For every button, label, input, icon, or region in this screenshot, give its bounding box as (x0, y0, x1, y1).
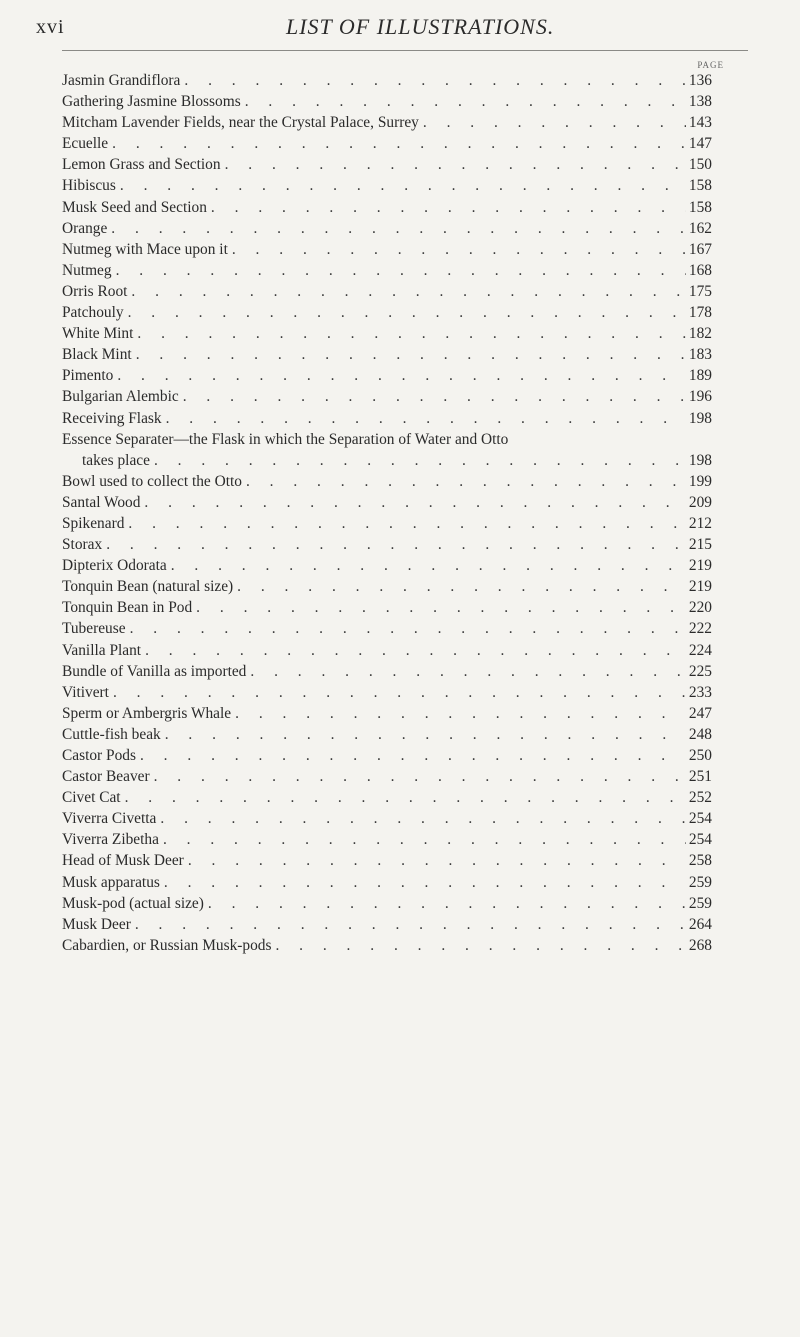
list-item (62, 494, 712, 515)
list-item (62, 536, 712, 557)
page-header (36, 10, 760, 50)
entry-page-number: 138 (688, 93, 712, 111)
entry-page-number: 254 (688, 810, 712, 828)
list-item (62, 620, 712, 641)
entry-page-number: 168 (688, 261, 712, 279)
dot-leader (112, 262, 686, 280)
entry-title: Castor Beaver (62, 768, 150, 786)
entry-title: Bowl used to collect the Otto (62, 472, 242, 490)
list-item (62, 283, 712, 304)
dot-leader (116, 177, 686, 195)
list-item (62, 367, 712, 388)
entry-title: Storax (62, 536, 103, 554)
entry-title: Orange (62, 219, 108, 237)
dot-leader (228, 241, 686, 259)
entry-page-number: 147 (688, 135, 712, 153)
header-rule (62, 50, 748, 51)
entry-title: Musk apparatus (62, 873, 160, 891)
list-item (62, 599, 712, 620)
entry-title: Pimento (62, 367, 114, 385)
list-item (62, 515, 712, 536)
entry-title: takes place (82, 451, 150, 469)
entry-title: Dipterix Odorata (62, 557, 167, 575)
entry-page-number: 215 (688, 536, 712, 554)
dot-leader (419, 114, 686, 132)
list-item (62, 177, 712, 198)
entry-title: Cuttle-fish beak (62, 725, 161, 743)
dot-leader (161, 726, 686, 744)
list-item (62, 684, 712, 705)
list-item (62, 557, 712, 578)
dot-leader (150, 452, 686, 470)
entry-title: Bundle of Vanilla as imported (62, 662, 247, 680)
entry-page-number: 198 (688, 451, 712, 469)
entry-page-number: 251 (688, 768, 712, 786)
list-item (62, 388, 712, 409)
list-item (62, 431, 712, 452)
dot-leader (126, 620, 686, 638)
entry-page-number: 219 (688, 578, 712, 596)
entry-title: Tonquin Bean (natural size) (62, 578, 234, 596)
list-item (62, 114, 712, 135)
entry-page-number: 248 (688, 725, 712, 743)
list-item (62, 135, 712, 156)
dot-leader (167, 557, 686, 575)
entry-title: Viverra Civetta (62, 810, 157, 828)
illustrations-list (62, 72, 712, 958)
dot-leader (140, 494, 686, 512)
dot-leader (184, 852, 686, 870)
list-item (62, 452, 712, 473)
dot-leader (113, 367, 686, 385)
list-item (62, 304, 712, 325)
entry-page-number: 233 (688, 683, 712, 701)
entry-title: Castor Pods (62, 747, 136, 764)
dot-leader (156, 810, 686, 828)
list-item (62, 874, 712, 895)
list-item (62, 726, 712, 747)
entry-title: Receiving Flask (62, 409, 162, 427)
list-item (62, 831, 712, 852)
entry-page-number: 198 (688, 409, 712, 427)
entry-page-number: 182 (688, 325, 712, 343)
entry-title: Lemon Grass and Section (62, 156, 221, 174)
entry-title: Mitcham Lavender Fields, near the Crystal Palace, Surrey (62, 114, 419, 132)
list-item (62, 810, 712, 831)
dot-leader (150, 768, 686, 786)
entry-page-number: 158 (688, 177, 712, 195)
entry-page-number: 178 (688, 304, 712, 322)
list-item (62, 93, 712, 114)
dot-leader (231, 705, 686, 723)
entry-page-number: 162 (688, 219, 712, 237)
entry-title: Ecuelle (62, 135, 109, 153)
entry-page-number: 209 (688, 493, 712, 511)
dot-leader (102, 536, 686, 554)
dot-leader (107, 220, 686, 238)
entry-title: Nutmeg (62, 261, 112, 279)
entry-title: Black Mint (62, 346, 132, 364)
running-title: LIST OF ILLUSTRATIONS. (286, 14, 555, 39)
dot-leader (127, 283, 686, 301)
entry-page-number: 183 (688, 346, 712, 364)
list-item (62, 789, 712, 810)
entry-page-number: 224 (688, 641, 712, 659)
list-item (62, 346, 712, 367)
entry-title: Orris Root (62, 282, 128, 300)
list-item (62, 262, 712, 283)
entry-page-number: 199 (688, 472, 712, 490)
dot-leader (141, 642, 686, 660)
entry-page-number: 254 (688, 831, 712, 849)
entry-page-number: 225 (688, 662, 712, 680)
entry-title: Essence Separater—the Flask in which the Separation of Water and Otto (62, 430, 509, 448)
entry-title: Head of Musk Deer (62, 852, 184, 870)
dot-leader (192, 599, 686, 617)
page-column-heading: PAGE (697, 60, 724, 70)
list-item (62, 156, 712, 177)
entry-title: Tubereuse (62, 620, 126, 638)
list-item (62, 663, 712, 684)
entry-page-number: 250 (688, 747, 712, 764)
dot-leader (131, 916, 686, 934)
dot-leader (207, 199, 686, 217)
dot-leader (132, 346, 686, 364)
list-item (62, 916, 712, 937)
entry-title: Vanilla Plant (62, 641, 142, 659)
entry-page-number: 167 (688, 240, 712, 258)
entry-title: Cabardien, or Russian Musk-pods (62, 936, 272, 954)
dot-leader (246, 663, 686, 681)
dot-leader (221, 156, 686, 174)
list-item (62, 241, 712, 262)
dot-leader (121, 789, 686, 807)
entry-page-number: 259 (688, 873, 712, 891)
list-item (62, 642, 712, 663)
entry-title: Vitivert (62, 683, 109, 701)
list-item (62, 325, 712, 346)
entry-page-number: 175 (688, 282, 712, 300)
list-item (62, 895, 712, 916)
list-item (62, 578, 712, 599)
dot-leader (162, 410, 686, 428)
entry-title: Jasmin Grandiflora (62, 72, 181, 89)
entry-title: White Mint (62, 325, 134, 343)
entry-title: Santal Wood (62, 493, 141, 511)
dot-leader (241, 93, 686, 111)
list-item (62, 410, 712, 431)
dot-leader (133, 325, 686, 343)
list-item (62, 937, 712, 958)
entry-title: Nutmeg with Mace upon it (62, 240, 228, 258)
page-number: xvi (36, 16, 65, 38)
dot-leader (108, 135, 686, 153)
dot-leader (109, 684, 686, 702)
dot-leader (180, 72, 686, 90)
entry-page-number: 196 (688, 388, 712, 406)
entry-page-number: 219 (688, 557, 712, 575)
dot-leader (136, 747, 686, 765)
entry-page-number: 252 (688, 789, 712, 807)
dot-leader (160, 874, 686, 892)
entry-page-number: 212 (688, 514, 712, 532)
entry-title: Musk-pod (actual size) (62, 894, 204, 912)
entry-page-number: 258 (688, 852, 712, 870)
dot-leader (271, 937, 686, 955)
entry-page-number: 136 (688, 72, 712, 89)
entry-page-number: 150 (688, 156, 712, 174)
dot-leader (204, 895, 686, 913)
dot-leader (233, 578, 686, 596)
entry-title: Spikenard (62, 514, 125, 532)
entry-title: Musk Deer (62, 915, 131, 933)
entry-title: Sperm or Ambergris Whale (62, 704, 232, 722)
entry-page-number: 189 (688, 367, 712, 385)
list-item (62, 852, 712, 873)
entry-title: Hibiscus (62, 177, 116, 195)
list-item (62, 768, 712, 789)
entry-title: Bulgarian Alembic (62, 388, 179, 406)
entry-page-number: 247 (688, 704, 712, 722)
dot-leader (124, 515, 686, 533)
entry-page-number: 264 (688, 915, 712, 933)
list-item (62, 473, 712, 494)
entry-title: Musk Seed and Section (62, 198, 207, 216)
dot-leader (159, 831, 686, 849)
entry-title: Civet Cat (62, 789, 121, 807)
entry-title: Tonquin Bean in Pod (62, 599, 193, 617)
entry-page-number: 143 (688, 114, 712, 132)
entry-title: Patchouly (62, 304, 124, 322)
entry-page-number: 268 (688, 936, 712, 954)
list-item (62, 72, 712, 93)
entry-title: Gathering Jasmine Blossoms (62, 93, 241, 111)
list-item (62, 199, 712, 220)
list-item (62, 705, 712, 726)
entry-title: Viverra Zibetha (62, 831, 159, 849)
dot-leader (179, 388, 686, 406)
entry-page-number: 222 (688, 620, 712, 638)
list-item (62, 220, 712, 241)
dot-leader (124, 304, 686, 322)
list-item (62, 747, 712, 768)
entry-page-number: 259 (688, 894, 712, 912)
entry-page-number: 220 (688, 599, 712, 617)
entry-page-number: 158 (688, 198, 712, 216)
dot-leader (242, 473, 686, 491)
